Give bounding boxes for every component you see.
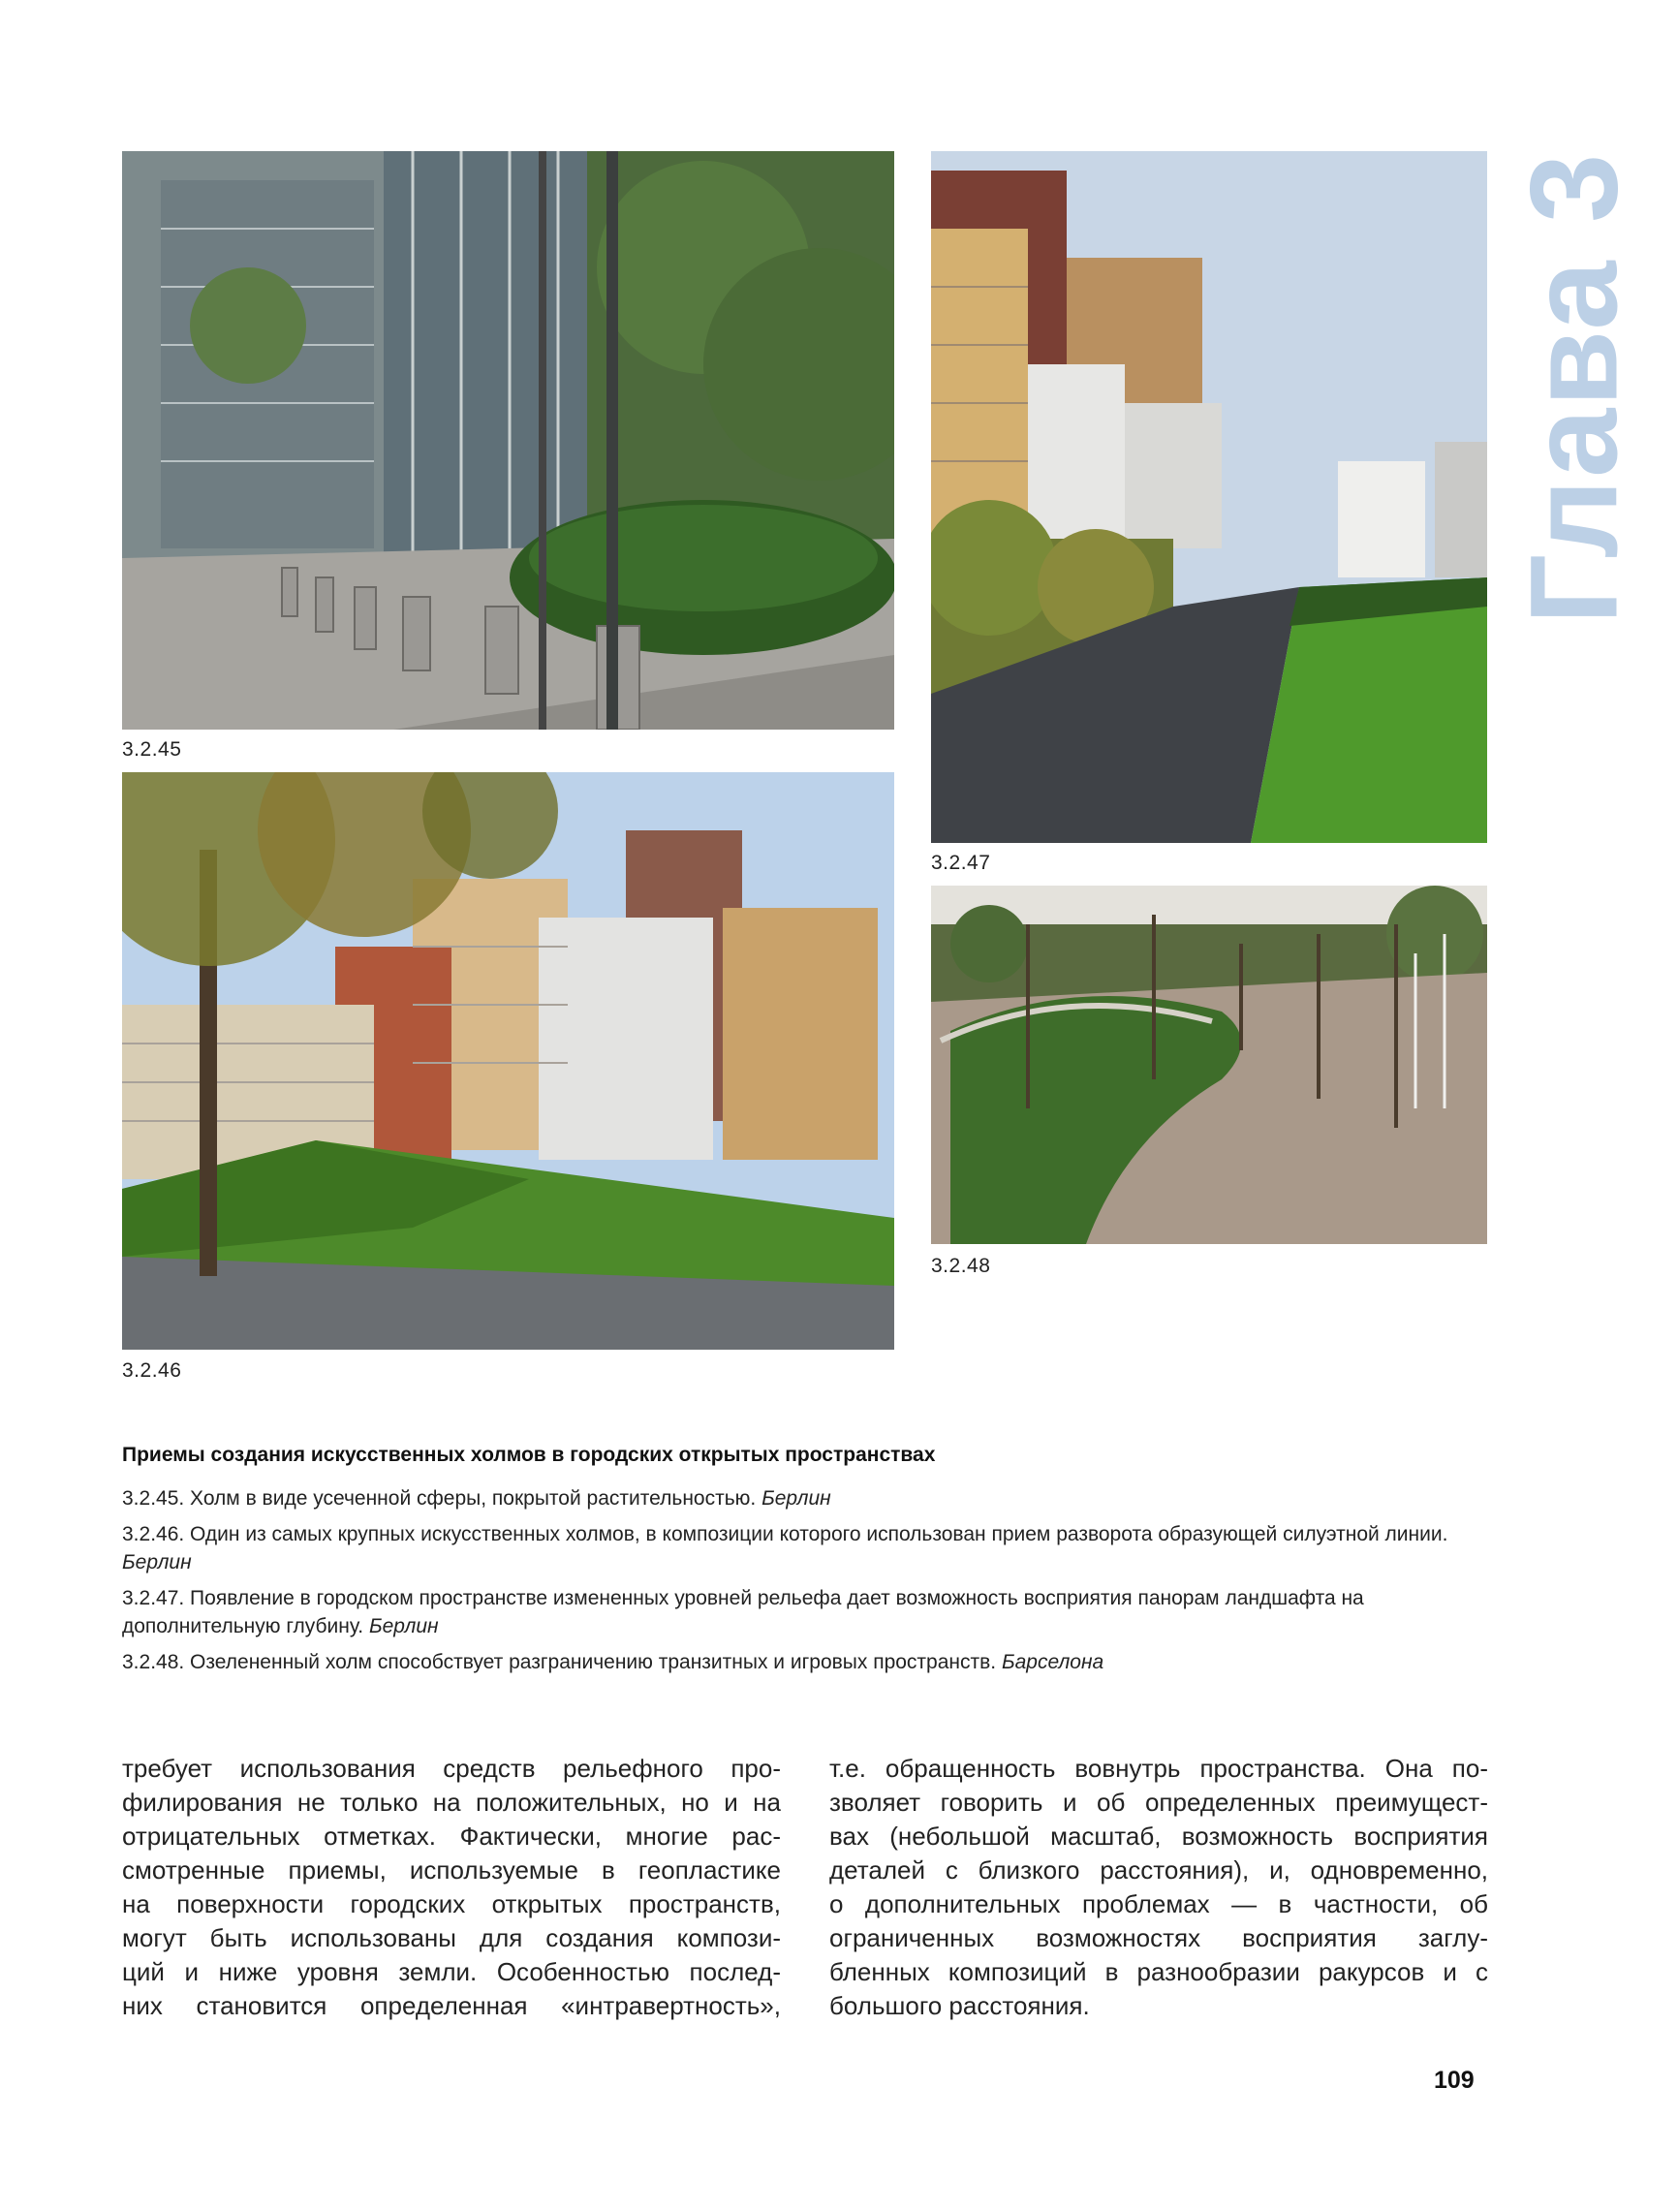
body-line: зволяет говорить и об определенных преимущест- bbox=[829, 1788, 1488, 1817]
caption-title: Приемы создания искусственных холмов в городских открытых пространствах bbox=[122, 1444, 936, 1466]
photo-3-2-47 bbox=[931, 151, 1487, 843]
caption-place: Берлин bbox=[761, 1487, 831, 1510]
caption-3-2-46 bbox=[122, 1520, 1488, 1576]
chapter-label: Глава 3 bbox=[1505, 151, 1644, 624]
body-line: о дополнительных проблемах — в частности, об bbox=[829, 1889, 1488, 1918]
chapter-tab bbox=[1505, 136, 1644, 639]
page-number: 109 bbox=[1434, 2067, 1475, 2094]
body-line: деталей с близкого расстояния), и, одновременно, bbox=[829, 1855, 1488, 1885]
body-line: бленных композиций в разнообразии ракурсов и с bbox=[829, 1957, 1488, 1986]
figure-label: 3.2.47 bbox=[931, 852, 991, 874]
caption-place: Берлин bbox=[368, 1615, 439, 1637]
body-line: могут быть использованы для создания компози- bbox=[122, 1923, 781, 1952]
caption-3-2-47 bbox=[122, 1584, 1488, 1640]
body-line: филирования не только на положительных, но и на bbox=[122, 1788, 781, 1817]
caption-block bbox=[122, 1444, 1488, 1684]
body-line: смотренные приемы, используемые в геопластике bbox=[122, 1855, 781, 1885]
body-line: отрицательных отметках. Фактически, многие рас- bbox=[122, 1822, 781, 1851]
caption-text: 3.2.45. Холм в виде усеченной сферы, покрытой растительностью. bbox=[122, 1487, 762, 1510]
body-column-left bbox=[122, 1752, 781, 2023]
caption-3-2-45 bbox=[122, 1484, 1488, 1512]
body-line: большого расстояния. bbox=[829, 1991, 1090, 2020]
caption-text: 3.2.47. Появление в городском пространстве измененных уровней рельефа дает возможность восприятия панорам ландшафта на дополнительную глубину. bbox=[122, 1587, 1364, 1637]
body-line: т.е. обращенность вовнутрь пространства. Она по- bbox=[829, 1754, 1488, 1783]
photo-3-2-48 bbox=[931, 886, 1487, 1244]
body-line: требует использования средств рельефного про- bbox=[122, 1754, 781, 1783]
figure-label: 3.2.46 bbox=[122, 1359, 182, 1382]
body-line: вах (небольшой масштаб, возможность восприятия bbox=[829, 1822, 1488, 1851]
body-line: ограниченных возможностях восприятия заглу- bbox=[829, 1923, 1488, 1952]
body-line: них становится определенная «интравертность», bbox=[122, 1991, 781, 2020]
figure-label: 3.2.45 bbox=[122, 738, 182, 761]
caption-place: Берлин bbox=[122, 1551, 192, 1573]
caption-3-2-48 bbox=[122, 1648, 1488, 1676]
caption-text: 3.2.46. Один из самых крупных искусственных холмов, в композиции которого использован прием разворота образующей силуэтной линии. bbox=[122, 1523, 1448, 1545]
caption-text: 3.2.48. Озелененный холм способствует разграничению транзитных и игровых пространств. bbox=[122, 1651, 1002, 1673]
body-column-right bbox=[829, 1752, 1488, 2023]
figure-label: 3.2.48 bbox=[931, 1255, 991, 1277]
photo-3-2-46 bbox=[122, 772, 894, 1350]
photo-3-2-45 bbox=[122, 151, 894, 730]
body-line: на поверхности городских открытых пространств, bbox=[122, 1889, 781, 1918]
body-line: ций и ниже уровня земли. Особенностью послед- bbox=[122, 1957, 781, 1986]
caption-place: Барселона bbox=[1001, 1651, 1104, 1673]
